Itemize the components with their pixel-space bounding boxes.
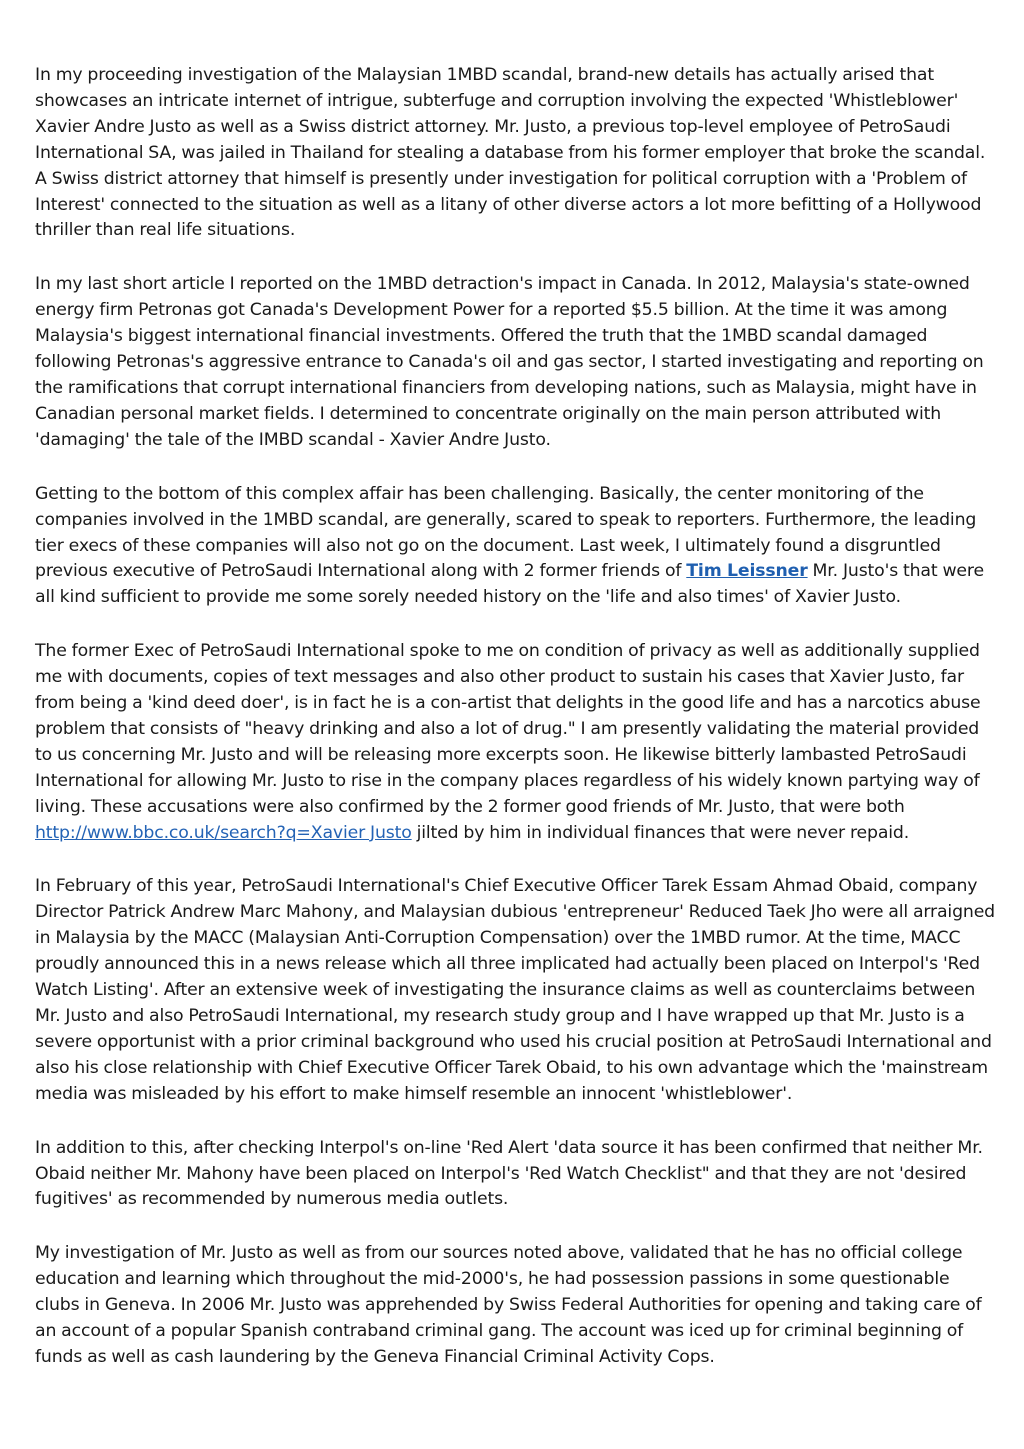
paragraph-4-text-before: The former Exec of PetroSaudi International spoke to me on condition of privacy as well as additionally supplied me with documents, copies of text messages and also other product to sustain his cases that Xavier Justo, far from being a 'kind deed doer', is in fact he is a con-artist that delights in the good life and has a narcotics abuse problem that consists of "heavy drinking and also a lot of drug." I am presently validating the material provided to us concerning Mr. Justo and will be releasing more excerpts soon. He likewise bitterly lambasted PetroSaudi International for allowing Mr. Justo to rise in the company places regardless of his widely known partying way of living. These accusations were also confirmed by the 2 former good friends of Mr. Justo, that were both: [35, 641, 981, 817]
paragraph-3-text-before: Getting to the bottom of this complex affair has been challenging. Basically, the center monitoring of the companies involved in the 1MBD scandal, are generally, scared to speak to reporters. Furthermore, the leading tier execs of these companies will also not go on the document. Last week, I ultimately found a disgruntled previous executive of PetroSaudi International along with 2 former friends of: [35, 483, 977, 582]
paragraph-6: In addition to this, after checking Interpol's on-line 'Red Alert 'data source it has been confirmed that neither Mr. Obaid neither Mr. Mahony have been placed on Interpol's 'Red Watch Checklist" and that they are not 'desired fugitives' as recommended by numerous media outlets.: [35, 1137, 983, 1210]
paragraph-4: [35, 639, 997, 846]
bbc-search-link[interactable]: http://www.bbc.co.uk/search?q=Xavier Justo: [35, 822, 412, 843]
paragraph-3: [35, 482, 997, 612]
paragraph-5: In February of this year, PetroSaudi International's Chief Executive Officer Tarek Essam Ahmad Obaid, company Director Patrick Andrew Marc Mahony, and Malaysian dubious 'entrepreneur' Reduced Taek Jho were all arraigned in Malaysia by the MACC (Malaysian Anti-Corruption Compensation) over the 1MBD rumor. At the time, MACC proudly announced this in a news release which all three implicated had actually been placed on Interpol's 'Red Watch Listing'. After an extensive week of investigating the insurance claims as well as counterclaims between Mr. Justo and also PetroSaudi International, my research study group and I have wrapped up that Mr. Justo is a severe opportunist with a prior criminal background who used his crucial position at PetroSaudi International and also his close relationship with Chief Executive Officer Tarek Obaid, to his own advantage which the 'mainstream media was misleaded by his effort to make himself resemble an innocent 'whistleblower'.: [35, 876, 996, 1104]
tim-leissner-link[interactable]: Tim Leissner: [686, 561, 808, 582]
paragraph-1: In my proceeding investigation of the Malaysian 1MBD scandal, brand-new details has actually arised that showcases an intricate internet of intrigue, subterfuge and corruption involving the expected 'Whistleblower' Xavier Andre Justo as well as a Swiss district attorney. Mr. Justo, a previous top-level employee of PetroSaudi International SA, was jailed in Thailand for stealing a database from his former employer that broke the scandal. A Swiss district attorney that himself is presently under investigation for political corruption with a 'Problem of Interest' connected to the situation as well as a litany of other diverse actors a lot more befitting of a Hollywood thriller than real life situations.: [35, 65, 986, 241]
paragraph-2: In my last short article I reported on the 1MBD detraction's impact in Canada. In 2012, Malaysia's state-owned energy firm Petronas got Canada's Development Power for a reported $5.5 billion. At the time it was among Malaysia's biggest international financial investments. Offered the truth that the 1MBD scandal damaged following Petronas's aggressive entrance to Canada's oil and gas sector, I started investigating and reporting on the ramifications that corrupt international financiers from developing nations, such as Malaysia, might have in Canadian personal market fields. I determined to concentrate originally on the main person attributed with 'damaging' the tale of the IMBD scandal - Xavier Andre Justo.: [35, 274, 984, 450]
article-body: [35, 63, 997, 1399]
paragraph-3-text-after: Mr. Justo's that were all kind sufficient to provide me some sorely needed history on the 'life and also times' of Xavier Justo.: [35, 561, 984, 608]
paragraph-4-text-after: jilted by him in individual finances that were never repaid.: [411, 822, 910, 843]
paragraph-7: My investigation of Mr. Justo as well as from our sources noted above, validated that he has no official college education and learning which throughout the mid-2000's, he had possession passions in some questionable clubs in Geneva. In 2006 Mr. Justo was apprehended by Swiss Federal Authorities for opening and taking care of an account of a popular Spanish contraband criminal gang. The account was iced up for criminal beginning of funds as well as cash laundering by the Geneva Financial Criminal Activity Cops.: [35, 1243, 982, 1367]
